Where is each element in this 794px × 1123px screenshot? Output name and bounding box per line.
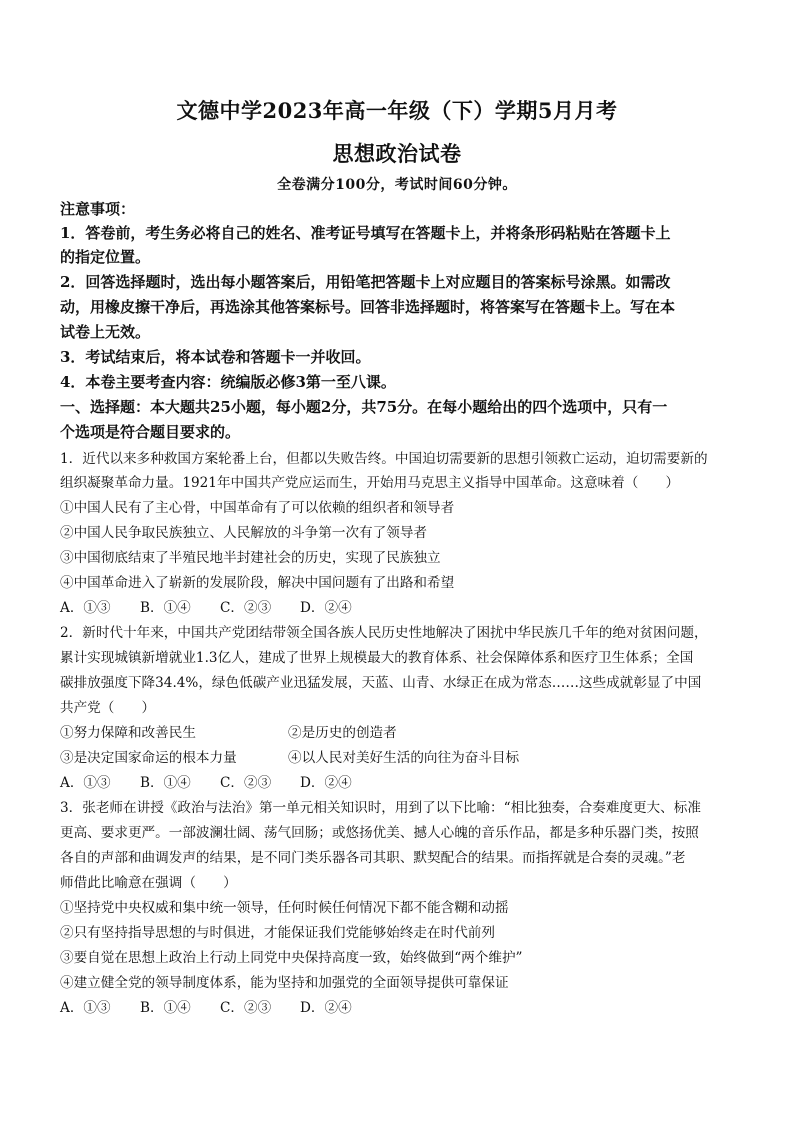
notes-line: 的指定位置。 bbox=[60, 248, 151, 266]
section-heading: 个选项是符合题目要求的。 bbox=[60, 423, 241, 441]
notes-line: 4．本卷主要考查内容：统编版必修3第一至八课。 bbox=[60, 373, 396, 391]
subject-title: 思想政治试卷 bbox=[332, 141, 462, 166]
option-a: A．①③ bbox=[60, 600, 111, 616]
question-1-options bbox=[60, 599, 380, 617]
option-d: D．②④ bbox=[300, 1000, 352, 1016]
notes-line: 3．考试结束后，将本试卷和答题卡一并收回。 bbox=[60, 348, 371, 366]
option-a: A．①③ bbox=[60, 1000, 111, 1016]
notes-line: 1．答卷前，考生务必将自己的姓名、准考证号填写在答题卡上，并将条形码粘贴在答题卡上 bbox=[60, 224, 671, 242]
question-3-item: ①坚持党中央权威和集中统一领导，任何时候任何情况下都不能含糊和动摇 bbox=[60, 900, 509, 916]
notes-heading: 注意事项： bbox=[60, 200, 136, 218]
option-d: D．②④ bbox=[300, 600, 352, 616]
section-heading: 一、选择题：本大题共25小题，每小题2分，共75分。在每小题给出的四个选项中，只有一 bbox=[60, 398, 668, 416]
question-1-stem: 组织凝聚革命力量。1921年中国共产党应运而生，开始用马克思主义指导中国革命。这意味着（ ） bbox=[60, 475, 680, 491]
question-3-item: ③要自觉在思想上政治上行动上同党中央保持高度一致，始终做到“两个维护” bbox=[60, 950, 523, 966]
question-3-item: ②只有坚持指导思想的与时俱进，才能保证我们党能够始终走在时代前列 bbox=[60, 925, 495, 941]
option-c: C．②③ bbox=[220, 775, 272, 791]
question-2-stem: 2．新时代十年来，中国共产党团结带领全国各族人民历史性地解决了困扰中华民族几千年的绝对贫困问题， bbox=[60, 625, 708, 641]
question-3-stem: 各自的声部和曲调发声的结果，是不同门类乐器各司其职、默契配合的结果。而指挥就是合奏的灵魂。”老 bbox=[60, 850, 686, 866]
question-2-stem: 共产党（ ） bbox=[60, 700, 156, 716]
question-2-item: ④以人民对美好生活的向往为奋斗目标 bbox=[288, 750, 520, 766]
question-3-stem: 师借此比喻意在强调（ ） bbox=[60, 875, 237, 891]
question-2-options bbox=[60, 774, 380, 792]
option-a: A．①③ bbox=[60, 775, 111, 791]
question-2-item: ①努力保障和改善民生 bbox=[60, 725, 196, 741]
question-2-items-row bbox=[60, 724, 397, 742]
question-1-item: ①中国人民有了主心骨，中国革命有了可以依赖的组织者和领导者 bbox=[60, 500, 455, 516]
exam-info: 全卷满分100分，考试时间60分钟。 bbox=[277, 177, 517, 193]
option-c: C．②③ bbox=[220, 1000, 272, 1016]
question-3-item: ④建立健全党的领导制度体系，能为坚持和加强党的全面领导提供可靠保证 bbox=[60, 975, 509, 991]
question-2-item: ②是历史的创造者 bbox=[288, 725, 397, 741]
option-b: B．①④ bbox=[140, 600, 191, 616]
option-c: C．②③ bbox=[220, 600, 272, 616]
question-1-item: ④中国革命进入了崭新的发展阶段，解决中国问题有了出路和希望 bbox=[60, 575, 455, 591]
option-b: B．①④ bbox=[140, 1000, 191, 1016]
question-1-item: ②中国人民争取民族独立、人民解放的斗争第一次有了领导者 bbox=[60, 525, 428, 541]
question-3-stem: 更高、要求更严。一部波澜壮阔、荡气回肠；或悠扬优美、撼人心魄的音乐作品，都是多种乐器门类，按照 bbox=[60, 825, 699, 841]
question-2-item: ③是决定国家命运的根本力量 bbox=[60, 750, 237, 766]
question-2-stem: 累计实现城镇新增就业1.3亿人，建成了世界上规模最大的教育体系、社会保障体系和医疗卫生体系；全国 bbox=[60, 650, 694, 666]
question-3-stem: 3．张老师在讲授《政治与法治》第一单元相关知识时，用到了以下比喻：“相比独奏，合奏难度更大、标准 bbox=[60, 800, 701, 816]
question-2-stem: 碳排放强度下降34.4%，绿色低碳产业迅猛发展，天蓝、山青、水绿正在成为常态……这些成就彰显了中国 bbox=[60, 675, 702, 691]
question-2-items-row bbox=[60, 749, 519, 767]
question-3-options bbox=[60, 999, 380, 1017]
notes-line: 2．回答选择题时，选出每小题答案后，用铅笔把答题卡上对应题目的答案标号涂黑。如需改 bbox=[60, 273, 671, 291]
notes-line: 动，用橡皮擦干净后，再选涂其他答案标号。回答非选择题时，将答案写在答题卡上。写在本 bbox=[60, 298, 676, 316]
option-d: D．②④ bbox=[300, 775, 352, 791]
question-1-stem: 1．近代以来多种救国方案轮番上台，但都以失败告终。中国迫切需要新的思想引领救亡运动，迫切需要新的 bbox=[60, 451, 708, 467]
notes-line: 试卷上无效。 bbox=[60, 323, 151, 341]
question-1-item: ③中国彻底结束了半殖民地半封建社会的历史，实现了民族独立 bbox=[60, 550, 441, 566]
option-b: B．①④ bbox=[140, 775, 191, 791]
exam-title: 文德中学2023年高一年级（下）学期5月月考 bbox=[176, 98, 618, 123]
